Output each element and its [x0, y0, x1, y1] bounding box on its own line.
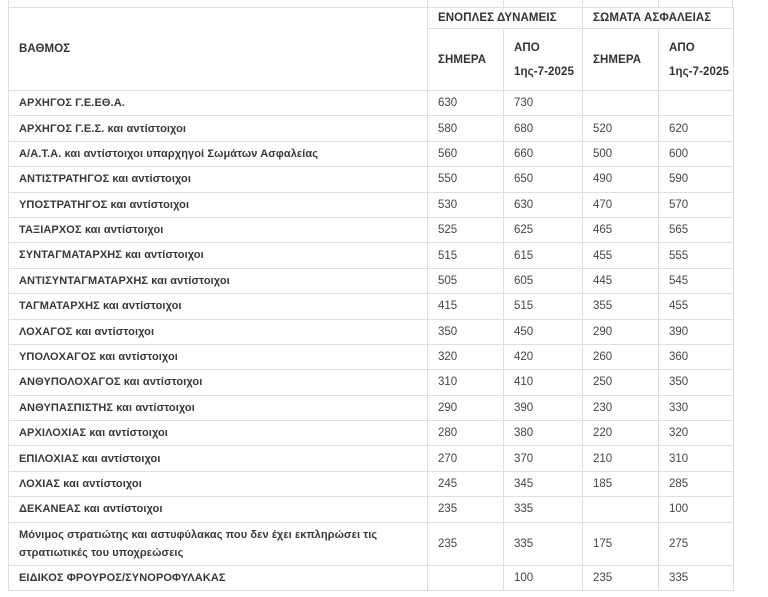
value-cell: 290: [428, 395, 504, 420]
value-cell: 555: [659, 243, 734, 268]
value-cell: 415: [428, 294, 504, 319]
value-cell: 335: [504, 497, 583, 522]
value-cell: 290: [583, 319, 659, 344]
value-cell: 230: [583, 395, 659, 420]
value-cell: 350: [659, 370, 734, 395]
rank-cell: Α/Α.Τ.Α. και αντίστοιχοι υπαρχηγοί Σωμάτων Ασφαλείας: [9, 141, 428, 166]
subheader-armed-today: ΣΗΜΕΡΑ: [428, 29, 504, 91]
rank-cell: ΕΠΙΛΟΧΙΑΣ και αντίστοιχοι: [9, 446, 428, 471]
value-cell: 455: [583, 243, 659, 268]
value-cell: [583, 91, 659, 116]
table-row: [9, 471, 734, 496]
rank-cell: ΛΟΧΑΓΟΣ και αντίστοιχοι: [9, 319, 428, 344]
value-cell: 335: [659, 565, 734, 590]
value-cell: 625: [504, 217, 583, 242]
table-body: [9, 91, 734, 591]
value-cell: 455: [659, 294, 734, 319]
rank-cell: ΔΕΚΑΝΕΑΣ και αντίστοιχοι: [9, 497, 428, 522]
border-stub: [658, 0, 659, 7]
value-cell: 360: [659, 344, 734, 369]
value-cell: 235: [428, 522, 504, 565]
rank-cell: ΑΝΘΥΠΑΣΠΙΣΤΗΣ και αντίστοιχοι: [9, 395, 428, 420]
value-cell: [659, 91, 734, 116]
value-cell: 515: [428, 243, 504, 268]
from-date: 1ης-7-2025: [669, 65, 730, 78]
border-stub: [427, 0, 428, 7]
value-cell: 310: [428, 370, 504, 395]
rank-cell: ΤΑΞΙΑΡΧΟΣ και αντίστοιχοι: [9, 217, 428, 242]
value-cell: 185: [583, 471, 659, 496]
group-header-security-corps: ΣΩΜΑΤΑ ΑΣΦΑΛΕΙΑΣ: [583, 8, 734, 29]
value-cell: 650: [504, 167, 583, 192]
table-row: [9, 116, 734, 141]
subheader-armed-from-date: [504, 29, 583, 91]
value-cell: 245: [428, 471, 504, 496]
table-row: [9, 446, 734, 471]
value-cell: 370: [504, 446, 583, 471]
value-cell: 530: [428, 192, 504, 217]
rank-cell: ΥΠΟΛΟΧΑΓΟΣ και αντίστοιχοι: [9, 344, 428, 369]
table-row: [9, 141, 734, 166]
group-header-armed-forces: ΕΝΟΠΛΕΣ ΔΥΝΑΜΕΙΣ: [428, 8, 583, 29]
value-cell: 280: [428, 421, 504, 446]
value-cell: 100: [659, 497, 734, 522]
value-cell: 615: [504, 243, 583, 268]
value-cell: 515: [504, 294, 583, 319]
table-row: [9, 319, 734, 344]
border-stub: [8, 0, 9, 7]
table-row: [9, 268, 734, 293]
value-cell: 450: [504, 319, 583, 344]
table-row: [9, 192, 734, 217]
rank-cell: ΑΝΤΙΣΥΝΤΑΓΜΑΤΑΡΧΗΣ και αντίστοιχοι: [9, 268, 428, 293]
value-cell: 345: [504, 471, 583, 496]
rank-cell: ΑΡΧΗΓΟΣ Γ.Ε.ΕΘ.Α.: [9, 91, 428, 116]
table-row: [9, 522, 734, 565]
table-row: [9, 370, 734, 395]
rank-cell: ΑΝΘΥΠΟΛΟΧΑΓΟΣ και αντίστοιχοι: [9, 370, 428, 395]
rank-cell: ΑΡΧΙΛΟΧΙΑΣ και αντίστοιχοι: [9, 421, 428, 446]
subheader-security-today: ΣΗΜΕΡΑ: [583, 29, 659, 91]
rank-cell: ΑΡΧΗΓΟΣ Γ.Ε.Σ. και αντίστοιχοι: [9, 116, 428, 141]
value-cell: 380: [504, 421, 583, 446]
value-cell: 355: [583, 294, 659, 319]
value-cell: 470: [583, 192, 659, 217]
rank-cell: ΤΑΓΜΑΤΑΡΧΗΣ και αντίστοιχοι: [9, 294, 428, 319]
value-cell: 330: [659, 395, 734, 420]
from-label: ΑΠΟ: [669, 41, 695, 54]
table-row: [9, 395, 734, 420]
value-cell: 550: [428, 167, 504, 192]
table-row: [9, 497, 734, 522]
table-row: [9, 217, 734, 242]
rank-cell: Μόνιμος στρατιώτης και αστυφύλακας που δεν έχει εκπληρώσει τις στρατιωτικές του υποχρεώσεις: [9, 522, 428, 565]
value-cell: 390: [659, 319, 734, 344]
salary-table: [8, 7, 734, 591]
table-row: [9, 344, 734, 369]
value-cell: 275: [659, 522, 734, 565]
border-stub: [732, 0, 733, 7]
value-cell: 590: [659, 167, 734, 192]
value-cell: 580: [428, 116, 504, 141]
value-cell: 620: [659, 116, 734, 141]
value-cell: 525: [428, 217, 504, 242]
value-cell: 545: [659, 268, 734, 293]
value-cell: [583, 497, 659, 522]
rank-cell: ΑΝΤΙΣΤΡΑΤΗΓΟΣ και αντίστοιχοι: [9, 167, 428, 192]
value-cell: 730: [504, 91, 583, 116]
value-cell: 285: [659, 471, 734, 496]
value-cell: 335: [504, 522, 583, 565]
table-row: [9, 243, 734, 268]
border-stub: [582, 0, 583, 7]
value-cell: 410: [504, 370, 583, 395]
value-cell: 445: [583, 268, 659, 293]
table-row: [9, 421, 734, 446]
rank-column-header: ΒΑΘΜΟΣ: [9, 8, 428, 91]
value-cell: 465: [583, 217, 659, 242]
value-cell: 520: [583, 116, 659, 141]
value-cell: 605: [504, 268, 583, 293]
value-cell: 220: [583, 421, 659, 446]
value-cell: 350: [428, 319, 504, 344]
value-cell: 500: [583, 141, 659, 166]
rank-cell: ΥΠΟΣΤΡΑΤΗΓΟΣ και αντίστοιχοι: [9, 192, 428, 217]
subheader-security-from-date: [659, 29, 734, 91]
value-cell: [428, 565, 504, 590]
table-row: [9, 294, 734, 319]
value-cell: 235: [428, 497, 504, 522]
value-cell: 320: [659, 421, 734, 446]
value-cell: 270: [428, 446, 504, 471]
value-cell: 390: [504, 395, 583, 420]
value-cell: 570: [659, 192, 734, 217]
value-cell: 560: [428, 141, 504, 166]
table-row: [9, 91, 734, 116]
border-stub: [503, 0, 504, 7]
value-cell: 660: [504, 141, 583, 166]
from-label: ΑΠΟ: [514, 41, 540, 54]
value-cell: 260: [583, 344, 659, 369]
value-cell: 175: [583, 522, 659, 565]
value-cell: 630: [428, 91, 504, 116]
from-date: 1ης-7-2025: [514, 65, 575, 78]
value-cell: 680: [504, 116, 583, 141]
group-header-row: [9, 8, 734, 29]
value-cell: 100: [504, 565, 583, 590]
value-cell: 320: [428, 344, 504, 369]
value-cell: 250: [583, 370, 659, 395]
rank-cell: ΣΥΝΤΑΓΜΑΤΑΡΧΗΣ και αντίστοιχοι: [9, 243, 428, 268]
table-header: [9, 8, 734, 91]
value-cell: 310: [659, 446, 734, 471]
table-row: [9, 167, 734, 192]
value-cell: 600: [659, 141, 734, 166]
value-cell: 630: [504, 192, 583, 217]
value-cell: 210: [583, 446, 659, 471]
value-cell: 505: [428, 268, 504, 293]
value-cell: 235: [583, 565, 659, 590]
value-cell: 565: [659, 217, 734, 242]
value-cell: 420: [504, 344, 583, 369]
rank-cell: ΕΙΔΙΚΟΣ ΦΡΟΥΡΟΣ/ΣΥΝΟΡΟΦΥΛΑΚΑΣ: [9, 565, 428, 590]
table-row: [9, 565, 734, 590]
rank-cell: ΛΟΧΙΑΣ και αντίστοιχοι: [9, 471, 428, 496]
value-cell: 490: [583, 167, 659, 192]
